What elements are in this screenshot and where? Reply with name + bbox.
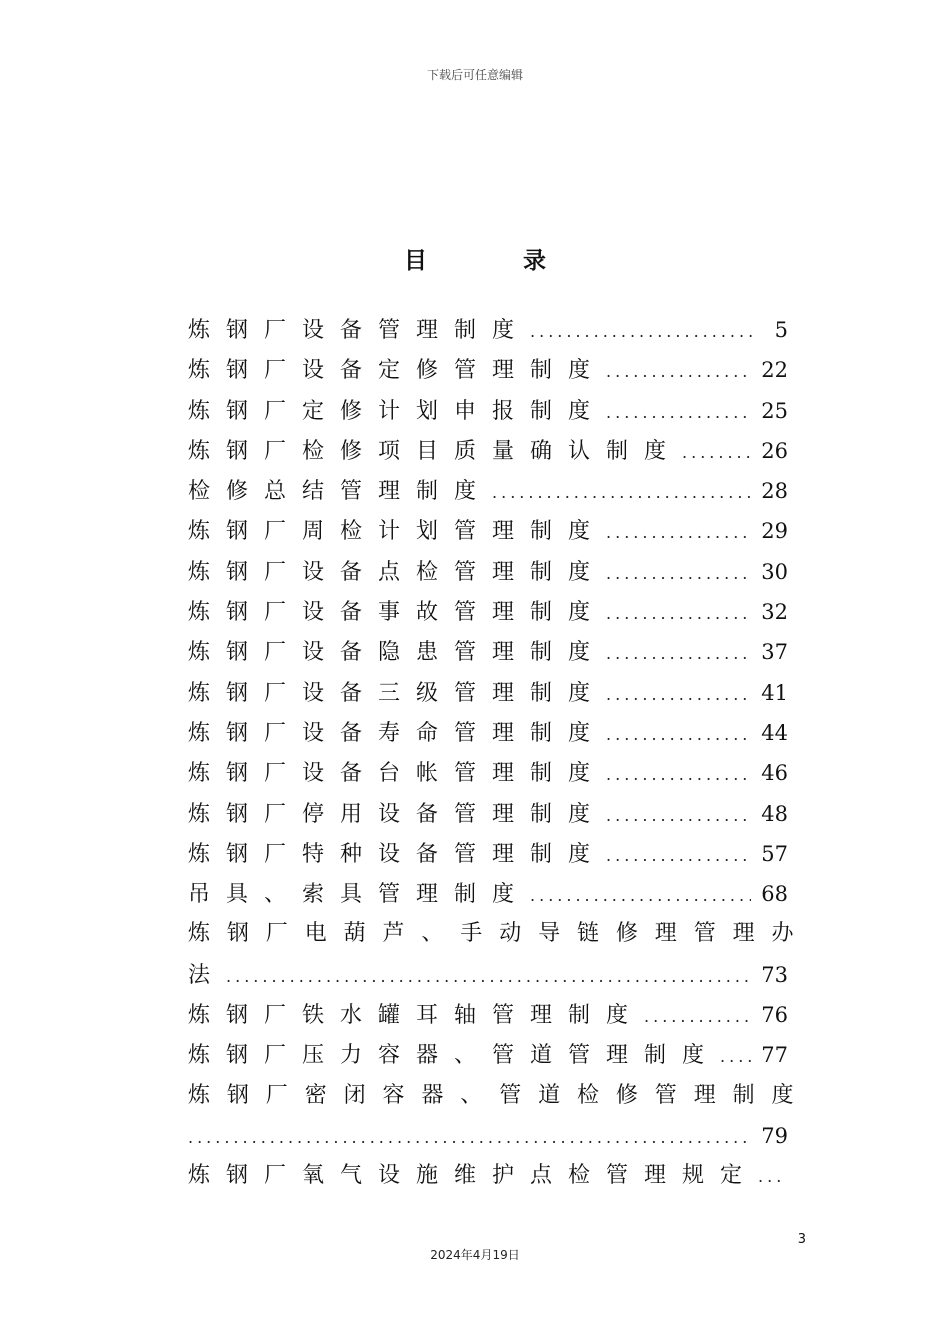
toc-entry-page: 76 xyxy=(761,1003,788,1028)
dot-leader xyxy=(758,1157,786,1197)
dot-leader xyxy=(606,755,751,795)
toc-entry-page: 48 xyxy=(761,801,788,826)
toc-entry-title: 检修总结管理制度 xyxy=(188,479,493,505)
toc-entry[interactable] xyxy=(188,1156,788,1196)
dot-leader xyxy=(188,1118,751,1158)
toc-entry[interactable] xyxy=(188,431,788,471)
dot-leader xyxy=(606,675,751,715)
toc-entry-title: 炼钢厂停用设备管理制度 xyxy=(188,801,607,827)
toc-entry-page: 5 xyxy=(774,318,788,342)
dot-leader xyxy=(606,836,751,876)
toc-entry[interactable] xyxy=(188,914,811,954)
toc-entry-title: 炼钢厂特种设备管理制度 xyxy=(188,841,607,867)
page-header: 下载后可任意编辑 xyxy=(426,68,523,82)
dot-leader xyxy=(226,957,751,997)
toc-entry[interactable] xyxy=(188,310,788,350)
toc-entry-title: 炼钢厂设备点检管理制度 xyxy=(188,559,607,585)
toc-entry-title: 炼钢厂设备隐患管理制度 xyxy=(188,640,607,666)
toc-entry[interactable] xyxy=(188,713,788,753)
toc-entry-page: 30 xyxy=(761,559,788,584)
toc-entry-title: 炼钢厂氧气设施维护点检管理规定 xyxy=(188,1163,759,1189)
toc-entry[interactable] xyxy=(188,471,788,511)
toc-entry-page: 44 xyxy=(761,720,788,745)
toc-entry-page: 46 xyxy=(761,761,788,786)
toc-entry[interactable] xyxy=(188,632,788,672)
page-title: 目 录 xyxy=(403,247,590,274)
toc-entry-page: 41 xyxy=(761,680,788,705)
toc-entry-title: 炼钢厂设备三级管理制度 xyxy=(188,680,607,706)
dot-leader xyxy=(530,876,751,916)
toc-entry-title: 法 xyxy=(188,962,227,988)
toc-entry[interactable] xyxy=(188,592,788,632)
toc-entry[interactable] xyxy=(188,834,788,874)
toc-entry-page: 37 xyxy=(761,640,788,665)
toc-entry[interactable] xyxy=(188,955,788,995)
toc-entry-title: 炼钢厂密闭容器、管道检修管理制度 xyxy=(188,1082,811,1108)
dot-leader xyxy=(644,997,751,1037)
toc-entry-page: 29 xyxy=(761,519,788,544)
dot-leader xyxy=(530,312,756,352)
toc-entry-title: 炼钢厂周检计划管理制度 xyxy=(188,519,607,545)
toc-entry-title: 炼钢厂设备定修管理制度 xyxy=(188,358,607,384)
toc-entry[interactable] xyxy=(188,874,788,914)
dot-leader xyxy=(606,796,751,836)
toc-entry-page: 25 xyxy=(761,398,788,423)
toc-entry[interactable] xyxy=(188,1076,811,1116)
toc-entry-title: 炼钢厂设备台帐管理制度 xyxy=(188,761,607,787)
table-of-contents xyxy=(188,310,811,1197)
toc-entry-title: 炼钢厂电葫芦、手动导链修理管理办 xyxy=(188,921,811,947)
dot-leader xyxy=(606,554,751,594)
toc-entry-page: 26 xyxy=(761,438,788,463)
toc-entry-title: 炼钢厂设备寿命管理制度 xyxy=(188,720,607,746)
toc-entry[interactable] xyxy=(188,552,788,592)
toc-entry[interactable] xyxy=(188,673,788,713)
dot-leader xyxy=(606,594,751,634)
toc-entry[interactable] xyxy=(188,511,788,551)
dot-leader xyxy=(606,715,751,755)
toc-entry[interactable] xyxy=(188,391,788,431)
toc-entry-title: 炼钢厂铁水罐耳轴管理制度 xyxy=(188,1003,645,1029)
toc-entry-page: 32 xyxy=(761,600,788,625)
toc-entry-page: 22 xyxy=(761,358,788,383)
dot-leader xyxy=(720,1037,751,1077)
dot-leader xyxy=(606,634,751,674)
toc-entry-title: 炼钢厂设备管理制度 xyxy=(188,318,531,343)
toc-entry-title: 炼钢厂检修项目质量确认制度 xyxy=(188,438,683,464)
toc-entry-page: 68 xyxy=(761,882,788,907)
toc-entry[interactable] xyxy=(188,753,788,793)
toc-entry[interactable] xyxy=(188,350,788,390)
toc-entry-title: 炼钢厂压力容器、管道管理制度 xyxy=(188,1043,721,1069)
toc-entry-page: 28 xyxy=(761,479,788,504)
page-number: 3 xyxy=(797,1232,806,1247)
dot-leader xyxy=(606,352,751,392)
toc-entry-title: 炼钢厂定修计划申报制度 xyxy=(188,398,607,424)
toc-entry-title: 吊具、索具管理制度 xyxy=(188,882,531,908)
dot-leader xyxy=(606,393,751,433)
toc-entry-page: 57 xyxy=(761,841,788,866)
page-footer-date: 2024年4月19日 xyxy=(430,1248,520,1262)
dot-leader xyxy=(682,433,751,473)
toc-entry-page: 79 xyxy=(761,1123,788,1148)
toc-entry[interactable] xyxy=(188,1116,788,1156)
toc-entry[interactable] xyxy=(188,794,788,834)
dot-leader xyxy=(492,473,751,513)
toc-entry-title: 炼钢厂设备事故管理制度 xyxy=(188,600,607,626)
toc-entry[interactable] xyxy=(188,995,788,1035)
toc-entry-page: 73 xyxy=(761,962,788,987)
toc-entry[interactable] xyxy=(188,1035,788,1075)
dot-leader xyxy=(606,513,751,553)
toc-entry-page: 77 xyxy=(761,1043,788,1068)
